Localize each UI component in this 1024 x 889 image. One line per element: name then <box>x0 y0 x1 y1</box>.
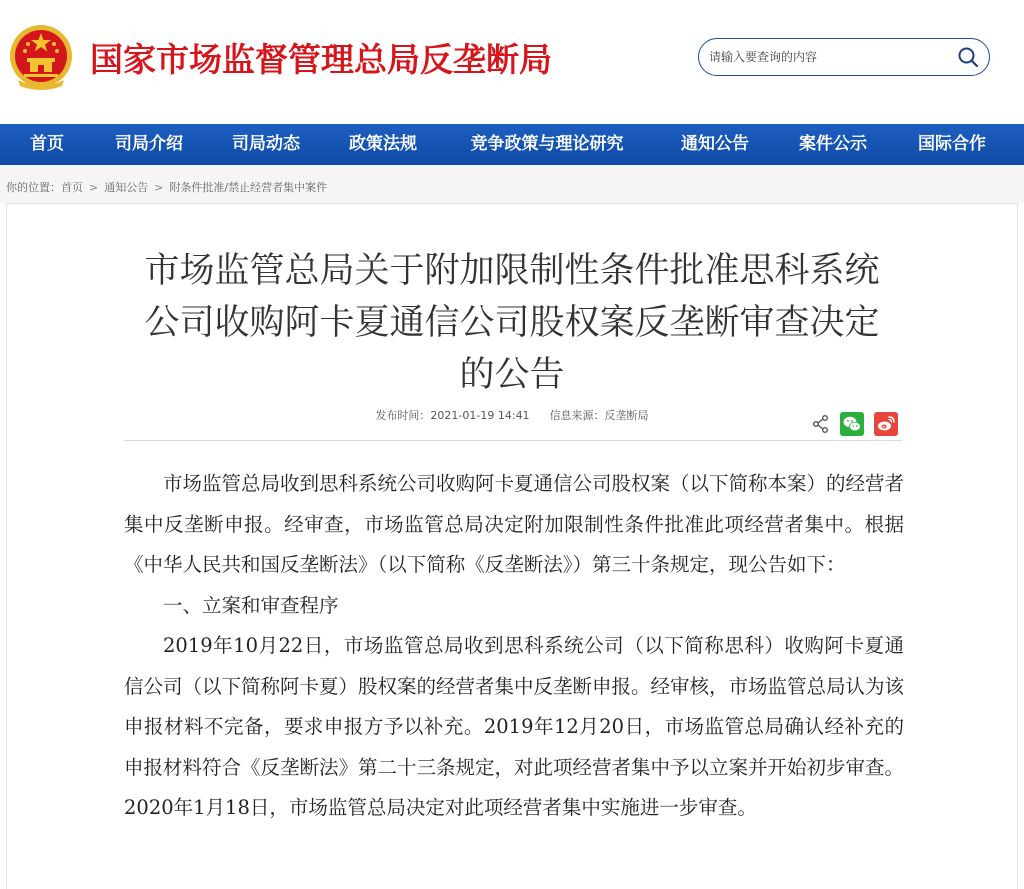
breadcrumb-separator: > <box>89 181 99 194</box>
breadcrumb-current[interactable]: 附条件批准/禁止经营者集中案件 <box>169 181 328 194</box>
breadcrumb <box>6 179 327 195</box>
nav-item-cases[interactable]: 案件公示 <box>799 134 867 154</box>
nav-item-notices[interactable]: 通知公告 <box>681 134 749 154</box>
publish-time: 发布时间：2021-01-19 14:41 <box>375 409 530 422</box>
breadcrumb-separator: > <box>154 181 164 194</box>
breadcrumb-bar <box>0 165 1024 203</box>
breadcrumb-notices[interactable]: 通知公告 <box>104 181 149 194</box>
nav-item-news[interactable]: 司局动态 <box>232 134 300 154</box>
article-body <box>124 464 904 829</box>
search-icon[interactable] <box>957 46 979 68</box>
breadcrumb-prefix: 你的位置： <box>6 181 61 194</box>
search-input[interactable] <box>709 45 949 69</box>
article-paragraph: 市场监管总局收到思科系统公司收购阿卡夏通信公司股权案（以下简称本案）的经营者集中反垄断申报。经审查，市场监管总局决定附加限制性条件批准此项经营者集中。根据《中华人民共和国反垄断法》（以下简称《反垄断法》）第三十条规定，现公告如下： <box>124 472 905 576</box>
nav-item-international[interactable]: 国际合作 <box>918 134 986 154</box>
article-title: 市场监管总局关于附加限制性条件批准思科系统公司收购阿卡夏通信公司股权案反垄断审查决定的公告 <box>144 251 880 395</box>
share-bar <box>124 409 902 441</box>
main-nav <box>0 124 1024 165</box>
nav-item-home[interactable]: 首页 <box>30 134 64 154</box>
national-emblem-icon <box>8 22 74 92</box>
site-header <box>0 0 1024 124</box>
article-section-heading: 一、立案和审查程序 <box>163 593 339 617</box>
info-source: 信息来源：反垄断局 <box>549 409 649 422</box>
article-paragraph: 2019年10月22日，市场监管总局收到思科系统公司（以下简称思科）收购阿卡夏通信公司（以下简称阿卡夏）股权案的经营者集中反垄断申报。经审核，市场监管总局认为该申报材料不完备，要求申报方予以补充。2019年12月20日，市场监管总局确认经补充的申报材料符合《反垄断法》第二十三条规定，对此项经营者集中予以立案并开始初步审查。2020年1月18日，市场监管总局决定对此项经营者集中实施进一步审查。 <box>124 634 905 819</box>
weibo-icon[interactable] <box>874 412 898 436</box>
nav-item-policy[interactable]: 政策法规 <box>349 134 417 154</box>
nav-item-about[interactable]: 司局介绍 <box>115 134 183 154</box>
nav-item-competition-research[interactable]: 竞争政策与理论研究 <box>470 134 624 154</box>
share-icon[interactable] <box>810 413 832 435</box>
search-box <box>698 38 990 76</box>
site-title[interactable]: 国家市场监督管理总局反垄断局 <box>90 40 552 79</box>
breadcrumb-home[interactable]: 首页 <box>61 181 83 194</box>
wechat-icon[interactable] <box>840 412 864 436</box>
